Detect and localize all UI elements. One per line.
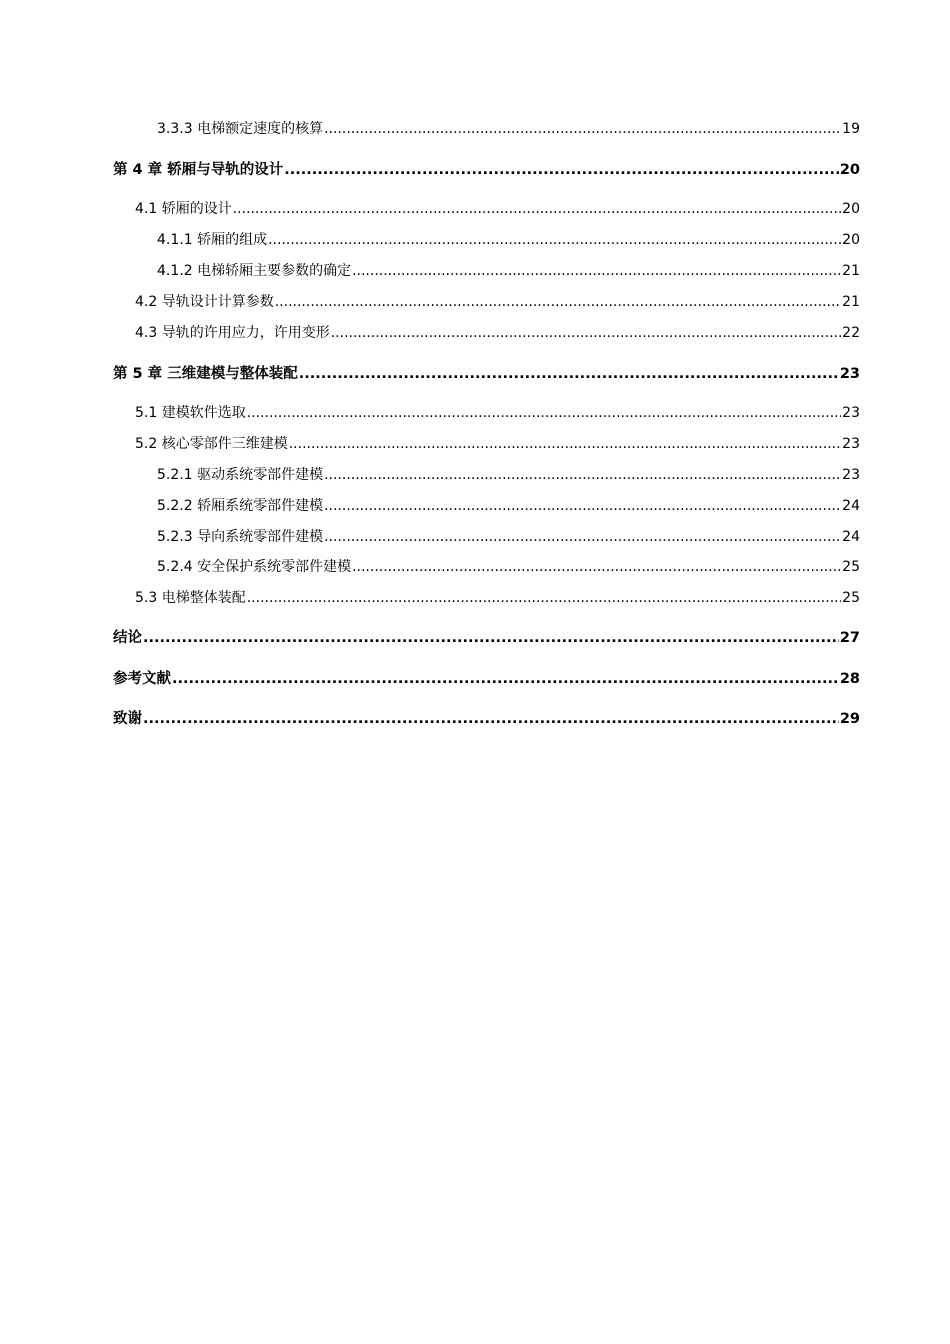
toc-dot-leader bbox=[352, 557, 841, 577]
toc-entry-label: 第 5 章 三维建模与整体装配 bbox=[113, 366, 298, 382]
toc-page-number: 23 bbox=[839, 366, 860, 382]
toc-page-number: 24 bbox=[842, 498, 860, 514]
toc-chapter-entry[interactable] bbox=[113, 160, 860, 180]
toc-subsection-entry[interactable] bbox=[113, 527, 860, 547]
toc-section-entry[interactable] bbox=[113, 434, 860, 454]
table-of-contents bbox=[113, 117, 860, 729]
toc-entry-label: 第 4 章 轿厢与导轨的设计 bbox=[113, 162, 284, 178]
toc-page-number: 21 bbox=[842, 294, 860, 310]
toc-page-number: 20 bbox=[842, 232, 860, 248]
toc-page-number: 27 bbox=[839, 630, 860, 646]
toc-page-number: 23 bbox=[842, 405, 860, 421]
toc-page-number: 25 bbox=[842, 590, 860, 606]
toc-dot-leader bbox=[143, 709, 839, 729]
toc-page-number: 28 bbox=[839, 671, 860, 687]
toc-dot-leader bbox=[143, 628, 839, 648]
toc-section-entry[interactable] bbox=[113, 588, 860, 608]
toc-dot-leader bbox=[172, 669, 839, 689]
toc-entry-label: 5.3 电梯整体装配 bbox=[135, 590, 246, 606]
toc-dot-leader bbox=[324, 465, 841, 485]
toc-dot-leader bbox=[247, 588, 841, 608]
toc-chapter-entry[interactable] bbox=[113, 709, 860, 729]
toc-entry-label: 5.2 核心零部件三维建模 bbox=[135, 436, 288, 452]
toc-page-number: 23 bbox=[842, 467, 860, 483]
toc-page-number: 23 bbox=[842, 436, 860, 452]
toc-entry-label: 4.1.2 电梯轿厢主要参数的确定 bbox=[157, 263, 352, 279]
toc-dot-leader bbox=[268, 230, 841, 250]
toc-section-entry[interactable] bbox=[113, 403, 860, 423]
toc-dot-leader bbox=[324, 496, 841, 516]
toc-subsection-entry[interactable] bbox=[113, 465, 860, 485]
toc-page-number: 22 bbox=[842, 325, 860, 341]
toc-dot-leader bbox=[275, 292, 841, 312]
toc-section-entry[interactable] bbox=[113, 323, 860, 343]
toc-dot-leader bbox=[324, 119, 841, 139]
toc-section-entry[interactable] bbox=[113, 199, 860, 219]
toc-page-number: 29 bbox=[839, 711, 860, 727]
toc-subsection-entry[interactable] bbox=[113, 261, 860, 281]
toc-subsection-entry[interactable] bbox=[113, 496, 860, 516]
toc-dot-leader bbox=[331, 323, 841, 343]
toc-page-number: 25 bbox=[842, 559, 860, 575]
toc-subsection-entry[interactable] bbox=[113, 230, 860, 250]
toc-entry-label: 参考文献 bbox=[113, 671, 171, 687]
toc-entry[interactable] bbox=[113, 119, 860, 139]
toc-dot-leader bbox=[299, 364, 839, 384]
toc-entry-label: 致谢 bbox=[113, 711, 142, 727]
toc-entry-label: 5.2.4 安全保护系统零部件建模 bbox=[157, 559, 352, 575]
toc-section-entry[interactable] bbox=[113, 292, 860, 312]
toc-page-number: 21 bbox=[842, 263, 860, 279]
toc-chapter-entry[interactable] bbox=[113, 669, 860, 689]
toc-chapter-entry[interactable] bbox=[113, 364, 860, 384]
toc-dot-leader bbox=[289, 434, 841, 454]
toc-entry-label: 4.2 导轨设计计算参数 bbox=[135, 294, 274, 310]
toc-dot-leader bbox=[352, 261, 841, 281]
toc-dot-leader bbox=[284, 160, 839, 180]
toc-chapter-entry[interactable] bbox=[113, 628, 860, 648]
toc-page-number: 19 bbox=[842, 121, 860, 137]
toc-entry-label: 5.2.3 导向系统零部件建模 bbox=[157, 529, 324, 545]
toc-subsection-entry[interactable] bbox=[113, 557, 860, 577]
toc-entry-label: 5.2.1 驱动系统零部件建模 bbox=[157, 467, 324, 483]
toc-page-number: 20 bbox=[842, 201, 860, 217]
toc-page-number: 20 bbox=[839, 162, 860, 178]
toc-entry-label: 3.3.3 电梯额定速度的核算 bbox=[157, 121, 324, 137]
toc-dot-leader bbox=[247, 403, 841, 423]
toc-entry-label: 5.1 建模软件选取 bbox=[135, 405, 246, 421]
toc-dot-leader bbox=[233, 199, 841, 219]
toc-dot-leader bbox=[324, 527, 841, 547]
toc-entry-label: 4.3 导轨的许用应力，许用变形 bbox=[135, 325, 330, 341]
toc-entry-label: 5.2.2 轿厢系统零部件建模 bbox=[157, 498, 324, 514]
toc-entry-label: 4.1.1 轿厢的组成 bbox=[157, 232, 268, 248]
toc-entry-label: 4.1 轿厢的设计 bbox=[135, 201, 232, 217]
toc-entry-label: 结论 bbox=[113, 630, 142, 646]
toc-page-number: 24 bbox=[842, 529, 860, 545]
